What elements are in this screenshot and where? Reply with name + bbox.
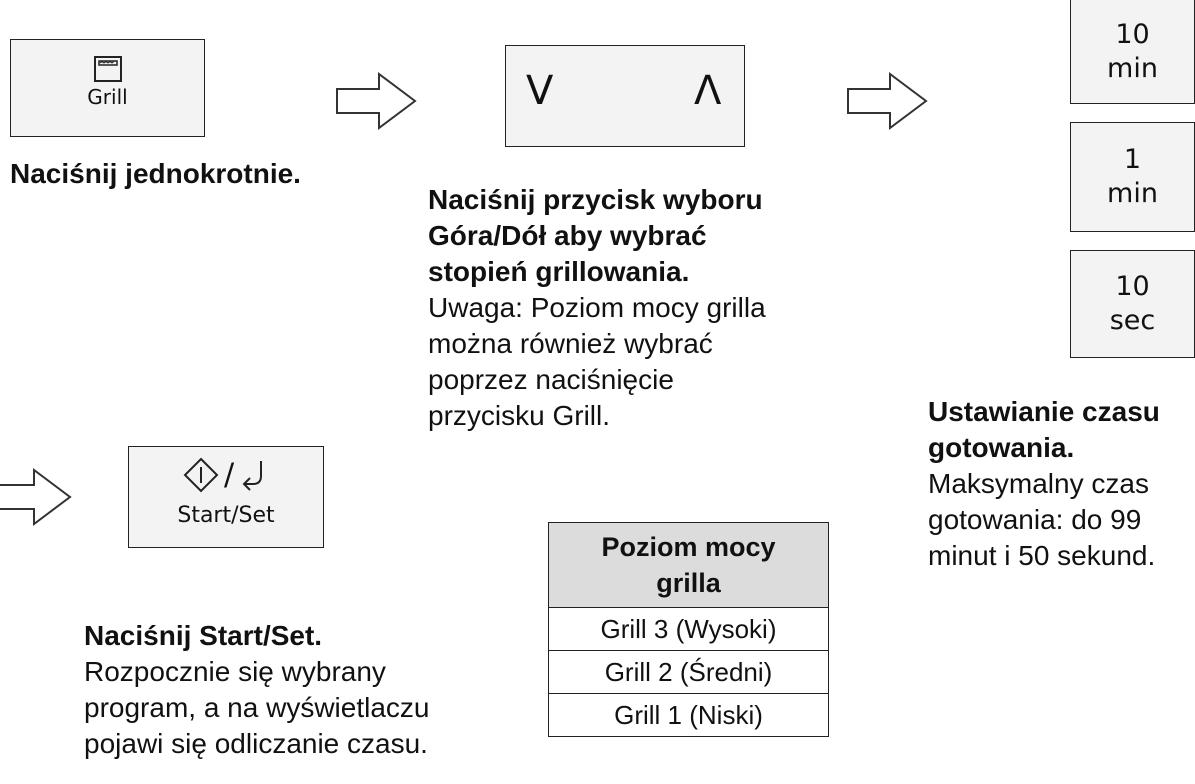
arrow-right-icon <box>0 468 72 526</box>
grill-button[interactable] <box>10 39 205 137</box>
step4-line: Rozpocznie się wybrany <box>84 656 386 687</box>
step1-text: Naciśnij jednokrotnie. <box>10 158 301 189</box>
step3-note-line: gotowania: do 99 <box>928 504 1142 535</box>
table-row: Grill 2 (Średni) <box>549 651 829 694</box>
time-key-10-min[interactable] <box>1070 0 1195 104</box>
time-key-1-min[interactable] <box>1070 122 1195 232</box>
start-diamond-icon <box>183 457 219 493</box>
time-key-10-sec[interactable] <box>1070 250 1195 358</box>
table-row: Grill 1 (Niski) <box>549 694 829 737</box>
step4-block <box>84 618 429 762</box>
grill-power-table <box>548 522 829 737</box>
step3-line: gotowania. <box>928 432 1075 463</box>
updown-button[interactable] <box>505 45 745 147</box>
time-key-unit: sec <box>1109 305 1156 336</box>
step2-block <box>428 182 766 434</box>
step4-line: program, a na wyświetlaczu <box>84 692 430 723</box>
up-key[interactable]: Λ <box>694 68 722 114</box>
step2-note-line: Uwaga: Poziom mocy grilla <box>428 292 766 323</box>
step4-line: pojawi się odliczanie czasu. <box>84 728 428 759</box>
step2-line: Góra/Dół aby wybrać <box>428 220 707 251</box>
set-return-icon <box>239 458 269 492</box>
step2-note-line: poprzez naciśnięcie <box>428 364 674 395</box>
step2-line: stopień grillowania. <box>428 256 690 287</box>
start-set-button[interactable] <box>128 446 324 548</box>
time-key-value: 1 <box>1123 144 1142 175</box>
time-key-unit: min <box>1107 178 1158 209</box>
step3-line: Ustawianie czasu <box>928 396 1160 427</box>
step4-title: Naciśnij Start/Set. <box>84 620 323 651</box>
time-key-value: 10 <box>1115 18 1150 50</box>
time-key-value: 10 <box>1115 271 1150 302</box>
step3-block <box>928 394 1160 574</box>
table-header: Poziom mocy grilla <box>549 523 829 608</box>
step2-line: Naciśnij przycisk wyboru <box>428 184 763 215</box>
time-key-unit: min <box>1107 52 1158 84</box>
step3-note-line: minut i 50 sekund. <box>928 540 1156 571</box>
down-key[interactable]: V <box>526 68 554 114</box>
start-set-symbols: / <box>129 457 323 497</box>
table-row: Grill 3 (Wysoki) <box>549 608 829 651</box>
step3-note-line: Maksymalny czas <box>928 468 1149 499</box>
grill-button-label: Grill <box>87 85 128 109</box>
oven-grill-icon <box>91 54 125 84</box>
arrow-right-icon <box>846 72 928 130</box>
step2-note-line: można również wybrać <box>428 328 713 359</box>
start-set-label: Start/Set <box>177 503 275 528</box>
arrow-right-icon <box>335 72 417 130</box>
step2-note-line: przycisku Grill. <box>428 400 611 431</box>
